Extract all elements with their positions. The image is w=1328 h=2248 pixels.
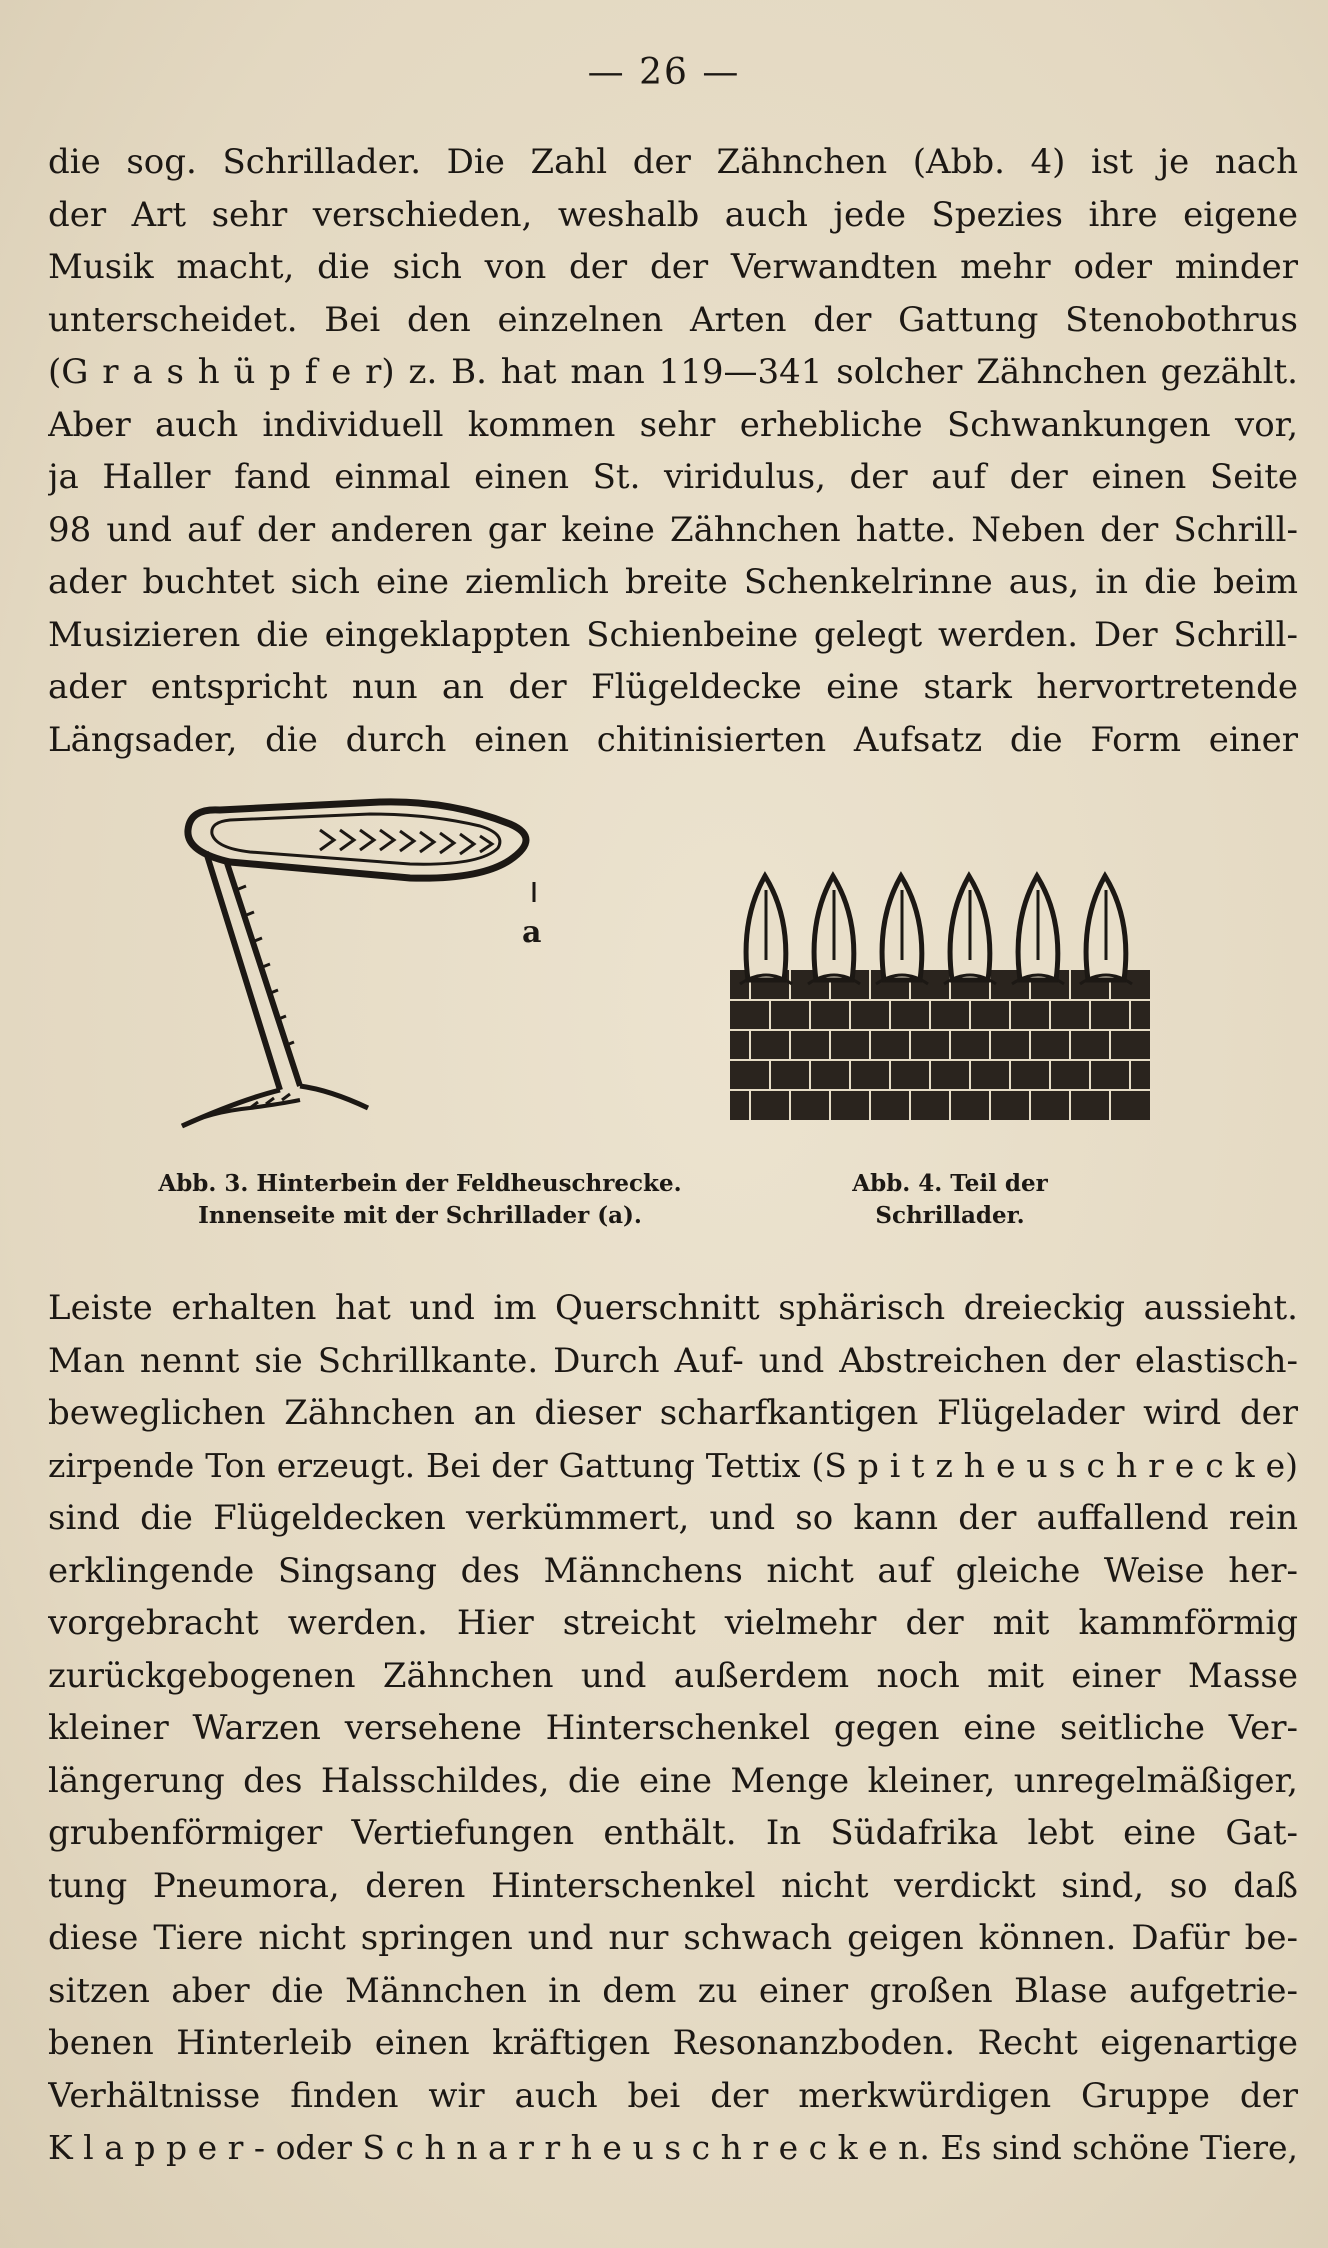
text-line: sind die Flügeldecken verkümmert, und so kann der auffallend rein	[48, 1498, 1298, 1538]
text-line: Man nennt sie Schrillkante. Durch Auf- und Abstreichen der elastisch-	[48, 1340, 1298, 1381]
text-line: erklingende Singsang des Männchens nicht auf gleiche Weise her-	[48, 1550, 1298, 1591]
figure3-caption-line: Abb. 3. Hinterbein der Feldheuschrecke.	[158, 1170, 682, 1197]
text-line: die sog. Schrillader. Die Zahl der Zähnchen (Abb. 4) ist je nach	[48, 142, 1298, 182]
figure3-caption-line: Innenseite mit der Schrillader (a).	[198, 1202, 642, 1229]
text-block-top	[48, 136, 1298, 766]
text-line: ader buchtet sich eine ziemlich breite Schenkelrinne aus, in die beim	[48, 562, 1298, 602]
text-line: vorgebracht werden. Hier streicht vielmehr der mit kammförmig	[48, 1603, 1298, 1643]
text-line: K l a p p e r - oder S c h n a r r h e u s c h r e c k e n. Es sind schöne Tiere,	[48, 2128, 1298, 2167]
text-line: kleiner Warzen versehene Hinterschenkel gegen eine seitliche Ver-	[48, 1708, 1298, 1748]
text-line: Längsader, die durch einen chitinisierten Aufsatz die Form einer	[48, 719, 1298, 760]
text-line: sitzen aber die Männchen in dem zu einer großen Blase aufgetrie-	[48, 1970, 1298, 2011]
text-line: grubenförmiger Vertiefungen enthält. In Südafrika lebt eine Gat-	[48, 1813, 1298, 1853]
text-line: 98 und auf der anderen gar keine Zähnchen hatte. Neben der Schrill-	[48, 509, 1298, 550]
text-line: benen Hinterleib einen kräftigen Resonanzboden. Recht eigenartige	[48, 2023, 1298, 2063]
text-line: diese Tiere nicht springen und nur schwach geigen können. Dafür be-	[48, 1918, 1298, 1958]
text-line: Verhältnisse finden wir auch bei der merkwürdigen Gruppe der	[48, 2075, 1298, 2116]
text-line: (G r a s h ü p f e r) z. B. hat man 119—341 solcher Zähnchen gezählt.	[48, 352, 1298, 392]
text-line: tung Pneumora, deren Hinterschenkel nicht verdickt sind, so daß	[48, 1865, 1298, 1906]
text-block-bottom	[48, 1282, 1298, 2175]
text-line: beweglichen Zähnchen an dieser scharfkantigen Flügelader wird der	[48, 1393, 1298, 1433]
text-line: der Art sehr verschieden, weshalb auch jede Spezies ihre eigene	[48, 194, 1298, 235]
text-line: Leiste erhalten hat und im Querschnitt sphärisch dreieckig aussieht.	[48, 1288, 1298, 1328]
figure4-caption-line: Abb. 4. Teil der	[852, 1170, 1048, 1197]
text-line: unterscheidet. Bei den einzelnen Arten der Gattung Stenobothrus	[48, 299, 1298, 340]
text-line: Musizieren die eingeklappten Schienbeine gelegt werden. Der Schrill-	[48, 614, 1298, 655]
figure-schrillader-detail-illustration	[720, 860, 1160, 1140]
text-line: ja Haller fand einmal einen St. viridulus, der auf der einen Seite	[48, 457, 1298, 497]
text-line: Aber auch individuell kommen sehr erhebliche Schwankungen vor,	[48, 404, 1298, 445]
text-line: längerung des Halsschildes, die eine Menge kleiner, unregelmäßiger,	[48, 1760, 1298, 1801]
text-line: Musik macht, die sich von der der Verwandten mehr oder minder	[48, 247, 1298, 287]
figure-hind-leg-illustration	[150, 790, 670, 1150]
text-line: zurückgebogenen Zähnchen und außerdem noch mit einer Masse	[48, 1655, 1298, 1696]
figure4-caption	[800, 1168, 1100, 1232]
figure4-caption-line: Schrillader.	[875, 1202, 1025, 1229]
figure3-caption	[140, 1168, 700, 1232]
text-line: zirpende Ton erzeugt. Bei der Gattung Tettix (S p i t z h e u s c h r e c k e)	[48, 1445, 1298, 1485]
page-number: — 26 —	[587, 52, 741, 93]
text-line: ader entspricht nun an der Flügeldecke eine stark hervortretende	[48, 667, 1298, 707]
figure3-label-a: a	[522, 915, 542, 950]
